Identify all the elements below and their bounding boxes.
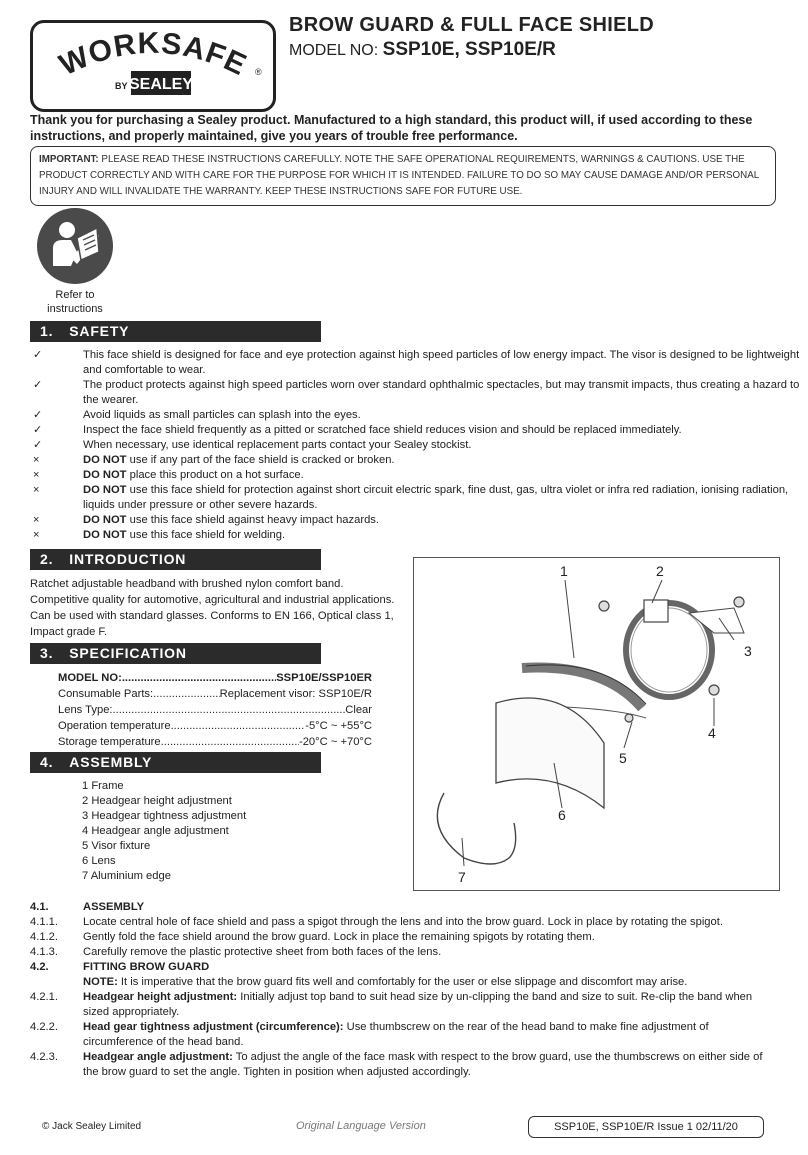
refer-line2: instructions xyxy=(47,303,103,315)
list-item: ✓ Avoid liquids as small particles can splash into the eyes. xyxy=(33,409,361,421)
spec-row: Operation temperature ..... -5°C ~ +55°C xyxy=(58,718,372,734)
list-item: × DO NOT use this face shield for protection against short circuit electric spark, fine dust, gas, ultra violet or infra red radiation, ionising radiation, liquids under pressure or other severe hazards. xyxy=(33,484,789,511)
step: 4.1.2. Gently fold the face shield around the brow guard. Lock in place the remaining spigots by rotating them. xyxy=(30,931,595,943)
important-text: PLEASE READ THESE INSTRUCTIONS CAREFULLY. NOTE THE SAFE OPERATIONAL REQUIREMENTS, WARNINGS & CAUTIONS. USE THE PRODUCT CORRECTLY AND WITH CARE FOR THE PURPOSE FOR WHICH IT IS INTENDED. FAILURE TO DO SO MAY CAUSE DAMAGE AND/OR PERSONAL INJURY AND WILL INVALIDATE THE WARRANTY. KEEP THESE INSTRUCTIONS SAFE FOR FUTURE USE. xyxy=(39,154,759,197)
list-item: 5 Visor fixture xyxy=(82,840,151,852)
cross-icon: × xyxy=(33,469,40,481)
logo-brand: WORKSAFE xyxy=(54,26,252,83)
diagram-label-1: 1 xyxy=(560,563,568,579)
list-item: × DO NOT place this product on a hot surface. xyxy=(33,469,304,481)
cross-icon: × xyxy=(33,484,40,496)
section-number: 3. xyxy=(40,645,54,661)
step: 4.2.2. Head gear tightness adjustment (circumference): Use thumbscrew on the rear of the head band to make fine adjustment of circumference of the head band. xyxy=(30,1021,709,1048)
logo-registered: ® xyxy=(255,67,262,77)
logo xyxy=(30,20,276,112)
aluminium-edge xyxy=(437,793,515,864)
diagram-label-2: 2 xyxy=(656,563,664,579)
model-label: MODEL NO: xyxy=(289,42,379,59)
list-item: 1 Frame xyxy=(82,780,124,792)
ratchet-knob xyxy=(644,600,668,622)
step: 4.2.3. Headgear angle adjustment: To adjust the angle of the face mask with respect to the brow guard, use the thumbscrews on either side of the brow guard to set the angle. Tighten in position when adjusted accordingly. xyxy=(30,1051,763,1078)
logo-by: BY xyxy=(115,81,128,91)
step: 4.2. FITTING BROW GUARD xyxy=(30,961,210,973)
refer-caption xyxy=(30,288,120,316)
section-number: 1. xyxy=(40,323,54,339)
spec-row: Lens Type: ..... Clear xyxy=(58,702,372,718)
model-value: SSP10E, SSP10E/R xyxy=(382,39,556,60)
list-item: × DO NOT use this face shield for welding. xyxy=(33,529,286,541)
intro-text: Ratchet adjustable headband with brushed nylon comfort band. Competitive quality for automotive, agricultural and industrial applications. Can be used with standard glasses. Conforms to EN 166, Optical class 1, Impact grade F. xyxy=(30,578,395,638)
diagram-label-6: 6 xyxy=(558,807,566,823)
section-title: INTRODUCTION xyxy=(69,551,187,567)
step: 4.1.3. Carefully remove the plastic protective sheet from both faces of the lens. xyxy=(30,946,442,958)
check-icon: ✓ xyxy=(33,424,43,436)
step: 4.1.1. Locate central hole of face shield and pass a spigot through the lens and into the brow guard. Lock in place by rotating the spigot. xyxy=(30,916,723,928)
list-item: 2 Headgear height adjustment xyxy=(82,795,232,807)
step: 4.2.1. Headgear height adjustment: Initially adjust top band to suit head size by un-clipping the band and size to suit. Re-clip the band when sized appropriately. xyxy=(30,991,753,1018)
logo-maker: SEALEY xyxy=(128,76,194,93)
important-box xyxy=(30,146,776,206)
section-specification-header xyxy=(30,643,321,664)
section-title: SPECIFICATION xyxy=(69,645,187,661)
list-item: ✓ When necessary, use identical replacement parts contact your Sealey stockist. xyxy=(33,439,472,451)
cross-icon: × xyxy=(33,529,40,541)
list-item: × DO NOT use if any part of the face shield is cracked or broken. xyxy=(33,454,395,466)
spec-row: Storage temperature ..... -20°C ~ +70°C xyxy=(58,734,372,750)
assembly-parts-list xyxy=(82,779,246,884)
page-title: BROW GUARD & FULL FACE SHIELD xyxy=(289,14,654,36)
list-item: 7 Aluminium edge xyxy=(82,870,171,882)
spec-table xyxy=(58,670,372,750)
thanks-text: Thank you for purchasing a Sealey product. Manufactured to a high standard, this product will, if used according to these instructions, and properly maintained, give you years of trouble free performance. xyxy=(30,113,753,143)
section-number: 4. xyxy=(40,754,54,770)
footer-issue: SSP10E, SSP10E/R Issue 1 02/11/20 xyxy=(528,1116,764,1138)
section-assembly-header xyxy=(30,752,321,773)
step: 4.1. ASSEMBLY xyxy=(30,901,145,913)
model-line xyxy=(289,39,556,61)
list-item: 3 Headgear tightness adjustment xyxy=(82,810,247,822)
note: NOTE: It is imperative that the brow guard fits well and comfortably for the user or else slippage and discomfort may arise. xyxy=(83,976,688,988)
important-label: IMPORTANT: xyxy=(39,154,99,165)
footer-version: Original Language Version xyxy=(296,1120,426,1132)
spec-row: MODEL NO: ..... SSP10E/SSP10ER xyxy=(58,670,372,686)
footer-copyright: © Jack Sealey Limited xyxy=(42,1121,142,1132)
diagram-label-4: 4 xyxy=(708,725,716,741)
cross-icon: × xyxy=(33,514,40,526)
list-item: 4 Headgear angle adjustment xyxy=(82,825,229,837)
diagram-label-3: 3 xyxy=(744,643,752,659)
safety-list xyxy=(30,348,803,543)
section-number: 2. xyxy=(40,551,54,567)
assembly-steps xyxy=(30,900,780,1080)
refer-instructions-icon xyxy=(37,208,113,284)
lens-shape xyxy=(496,698,604,808)
list-item: × DO NOT use this face shield against heavy impact hazards. xyxy=(33,514,379,526)
check-icon: ✓ xyxy=(33,379,43,391)
cross-icon: × xyxy=(33,454,40,466)
list-item: 6 Lens xyxy=(82,855,116,867)
diagram-label-7: 7 xyxy=(458,869,466,885)
diagram-label-5: 5 xyxy=(619,750,627,766)
section-title: ASSEMBLY xyxy=(69,754,153,770)
check-icon: ✓ xyxy=(33,349,43,361)
section-introduction-header xyxy=(30,549,321,570)
check-icon: ✓ xyxy=(33,439,43,451)
list-item: ✓ This face shield is designed for face and eye protection against high speed particles of low energy impact. The visor is designed to be lightweight and comfortable to wear. xyxy=(33,349,800,376)
list-item: ✓ The product protects against high speed particles worn over standard ophthalmic spectacles, but may transmit impacts, thus creating a hazard to the wearer. xyxy=(33,379,800,406)
refer-line1: Refer to xyxy=(55,289,95,301)
exploded-diagram xyxy=(413,557,780,891)
list-item: ✓ Inspect the face shield frequently as a pitted or scratched face shield reduces vision and should be replaced immediately. xyxy=(33,424,682,436)
section-safety-header xyxy=(30,321,321,342)
section-title: SAFETY xyxy=(69,323,130,339)
spec-row: Consumable Parts: ..... Replacement visor: SSP10E/R xyxy=(58,686,372,702)
check-icon: ✓ xyxy=(33,409,43,421)
logo-art xyxy=(33,23,273,109)
